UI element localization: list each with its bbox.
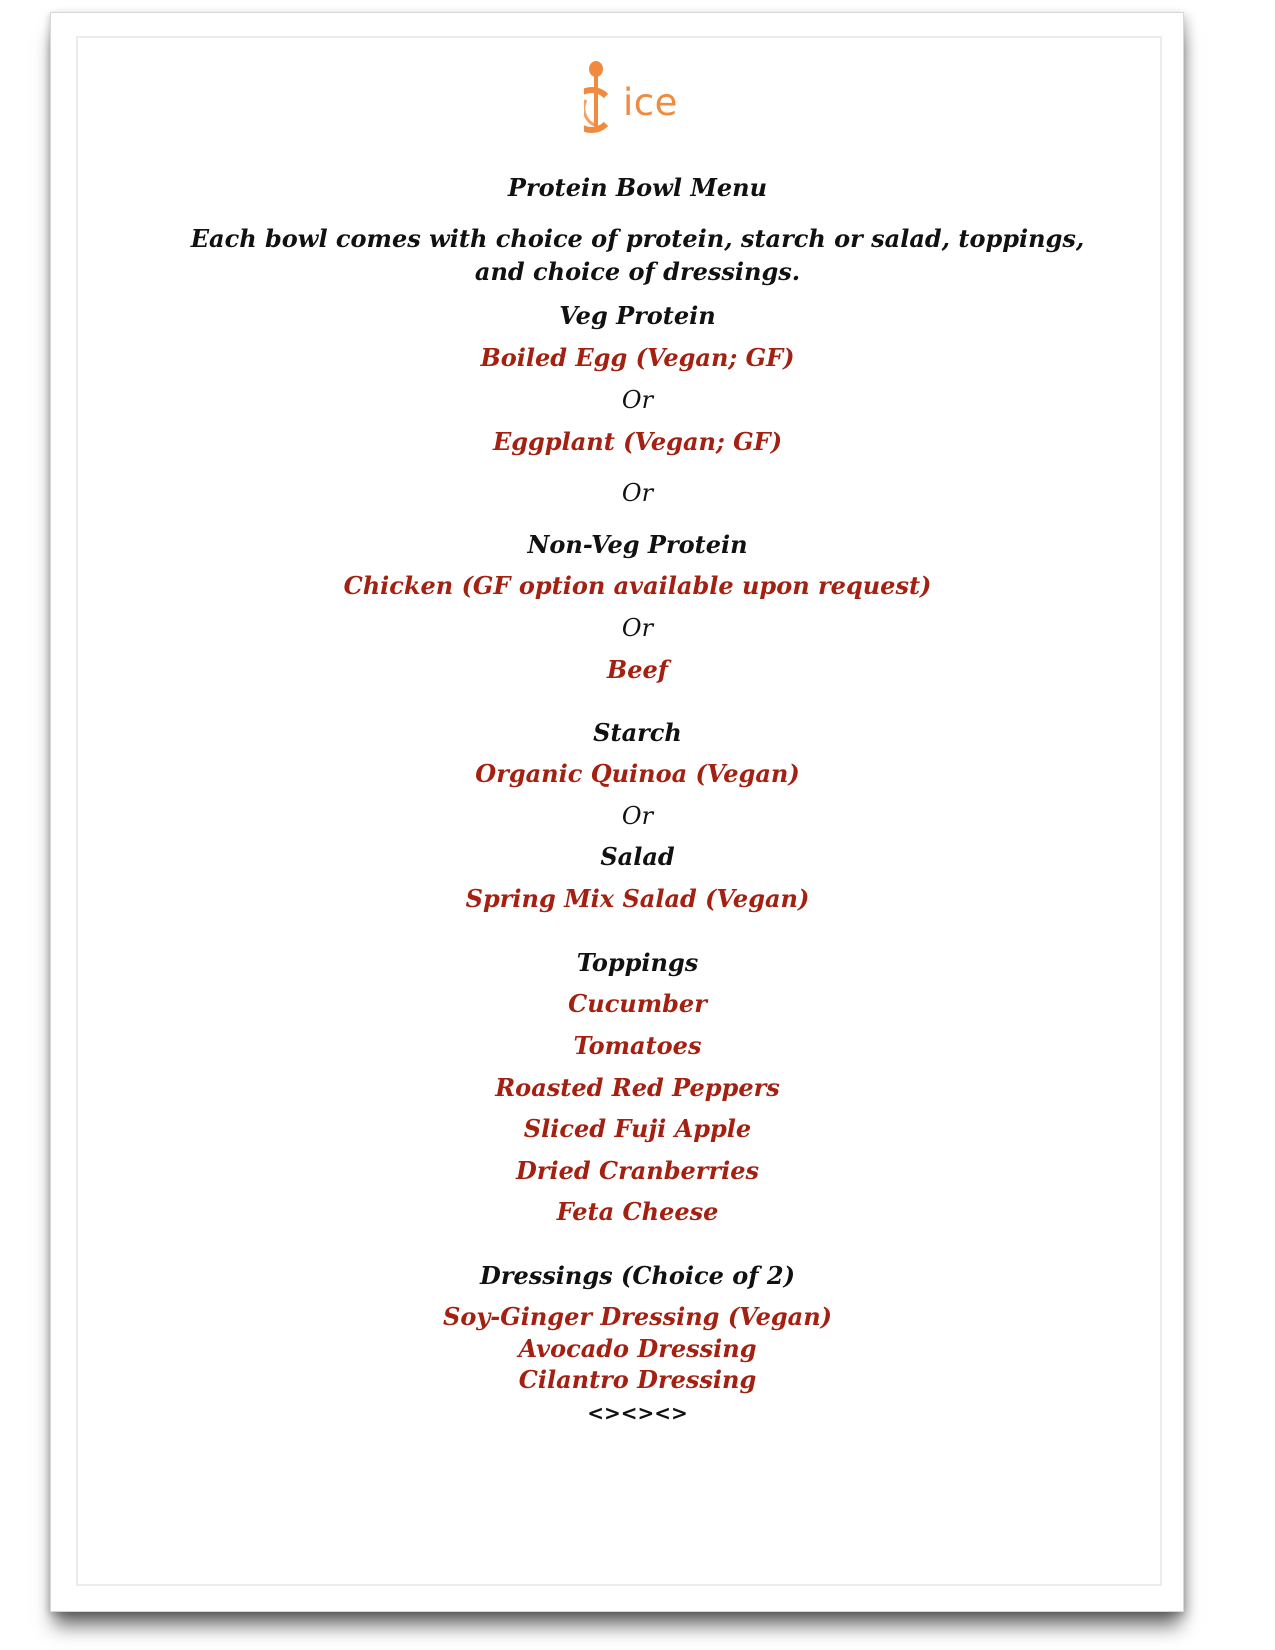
topping-item: Tomatoes bbox=[573, 1031, 702, 1060]
topping-item: Cucumber bbox=[568, 989, 707, 1018]
dressing-item: Avocado Dressing bbox=[518, 1334, 757, 1363]
nonveg-protein-heading: Non-Veg Protein bbox=[527, 530, 748, 559]
topping-item: Dried Cranberries bbox=[516, 1156, 759, 1185]
toppings-heading: Toppings bbox=[576, 948, 699, 977]
dressings-heading: Dressings (Choice of 2) bbox=[480, 1261, 795, 1290]
or-separator: Or bbox=[621, 479, 654, 507]
menu-intro: Each bowl comes with choice of protein, starch or salad, toppings, and choice of dressings. bbox=[190, 224, 1085, 286]
or-separator: Or bbox=[621, 614, 654, 642]
starch-heading: Starch bbox=[593, 718, 682, 747]
starch-item-quinoa: Organic Quinoa (Vegan) bbox=[475, 759, 800, 788]
nonveg-item-chicken: Chicken (GF option available upon request) bbox=[343, 571, 932, 600]
or-separator: Or bbox=[621, 802, 654, 830]
nonveg-item-beef: Beef bbox=[606, 655, 669, 684]
veg-item-eggplant: Eggplant (Vegan; GF) bbox=[492, 427, 783, 456]
dressing-item: Cilantro Dressing bbox=[518, 1365, 757, 1394]
veg-protein-heading: Veg Protein bbox=[559, 301, 716, 330]
salad-heading: Salad bbox=[600, 842, 675, 871]
end-mark: <><><> bbox=[587, 1401, 688, 1425]
menu-title: Protein Bowl Menu bbox=[507, 173, 768, 202]
topping-item: Roasted Red Peppers bbox=[495, 1073, 780, 1102]
topping-item: Feta Cheese bbox=[556, 1197, 719, 1226]
salad-item-spring-mix: Spring Mix Salad (Vegan) bbox=[465, 884, 810, 913]
logo-text: ice bbox=[623, 81, 678, 124]
or-separator: Or bbox=[621, 386, 654, 414]
dressing-item: Soy-Ginger Dressing (Vegan) bbox=[443, 1302, 832, 1331]
veg-item-boiled-egg: Boiled Egg (Vegan; GF) bbox=[480, 343, 795, 372]
topping-item: Sliced Fuji Apple bbox=[523, 1114, 752, 1143]
